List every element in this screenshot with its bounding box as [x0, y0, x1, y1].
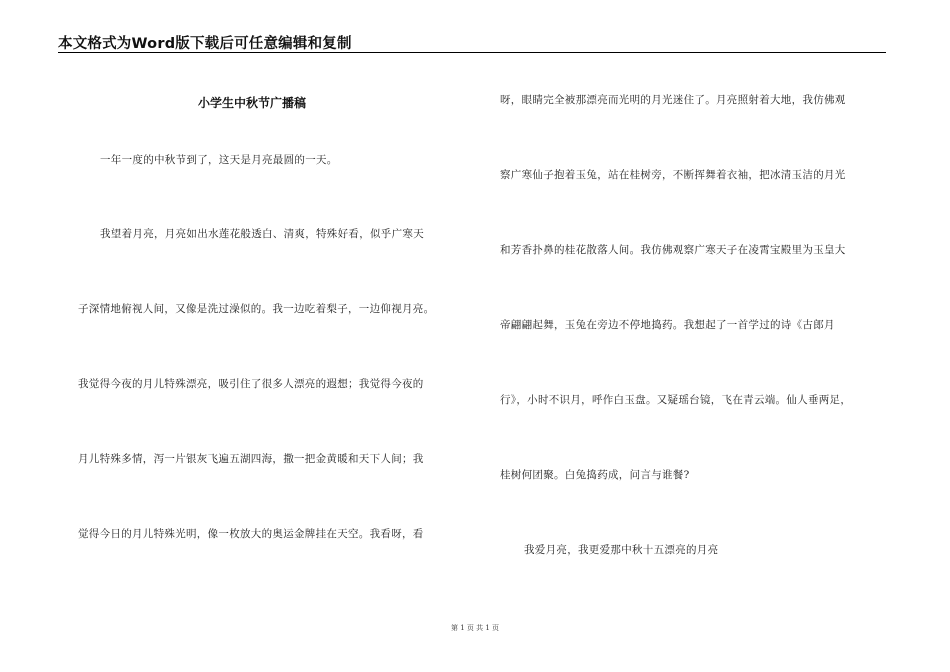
paragraph-line: 我望着月亮，月亮如出水莲花般透白、清爽，特殊好看，似乎广寒天: [100, 228, 424, 240]
paragraph-line: 桂树何团聚。白兔捣药成，问言与谁餐?: [500, 469, 690, 481]
paragraph-line: 呀，眼睛完全被那漂亮而光明的月光迷住了。月亮照射着大地，我仿佛观: [500, 94, 846, 106]
paragraph-line: 和芳香扑鼻的桂花散落人间。我仿佛观察广寒天子在凌霄宝殿里为玉皇大: [500, 244, 846, 256]
paragraph-line: 我爱月亮，我更爱那中秋十五漂亮的月亮: [524, 544, 719, 556]
paragraph-line: 月儿特殊多情，泻一片银灰飞遍五湖四海，撒一把金黄暖和天下人间；我: [78, 453, 424, 465]
paragraph-line: 一年一度的中秋节到了，这天是月亮最圆的一天。: [100, 154, 338, 166]
download-banner: 本文格式为Word版下载后可任意编辑和复制: [58, 36, 352, 52]
paragraph-line: 行》，小时不识月，呼作白玉盘。又疑瑶台镜，飞在青云端。仙人垂两足，: [500, 394, 852, 406]
paragraph-line: 帝翩翩起舞，玉兔在旁边不停地捣药。我想起了一首学过的诗《古郎月: [500, 319, 835, 331]
paragraph-line: 我觉得今夜的月儿特殊漂亮，吸引住了很多人漂亮的遐想；我觉得今夜的: [78, 378, 424, 390]
paragraph-line: 子深情地俯视人间，又像是洗过澡似的。我一边吃着梨子，一边仰视月亮。: [78, 303, 435, 315]
paragraph-line: 察广寒仙子抱着玉兔，站在桂树旁，不断挥舞着衣袖，把冰清玉洁的月光: [500, 169, 846, 181]
document-title: 小学生中秋节广播稿: [198, 96, 307, 110]
page-number: 第 1 页 共 1 页: [450, 624, 500, 632]
header-divider: [58, 52, 886, 53]
paragraph-line: 觉得今日的月儿特殊光明，像一枚放大的奥运金牌挂在天空。我看呀，看: [78, 528, 424, 540]
